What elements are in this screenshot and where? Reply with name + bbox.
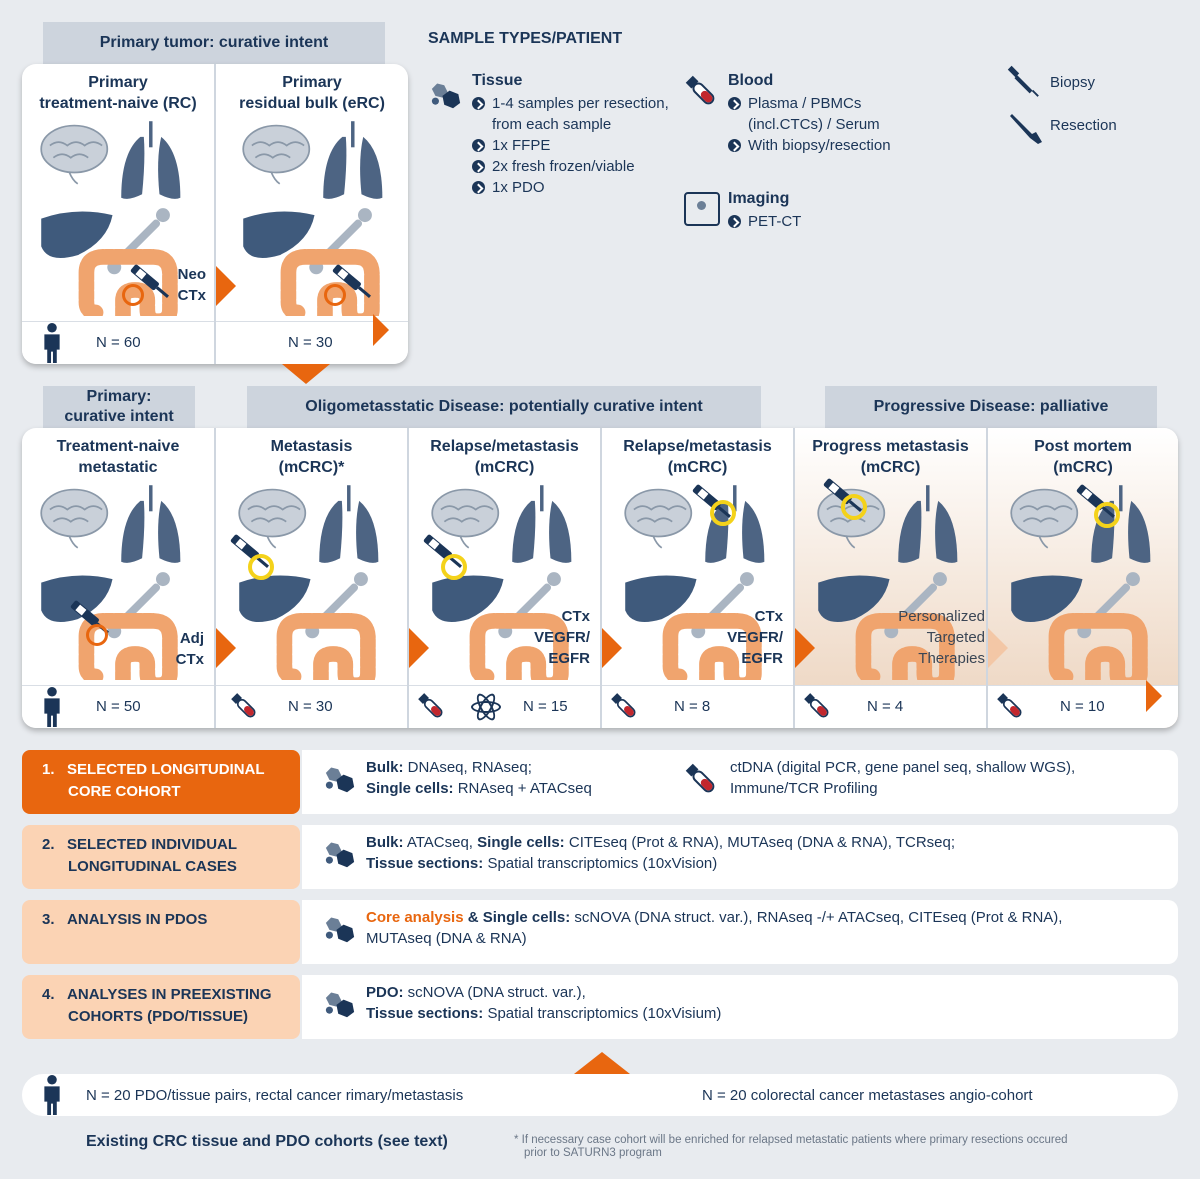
down-arrow [282, 364, 330, 384]
panel-title-line2: (mCRC) [860, 459, 921, 476]
progression-arrow [216, 628, 236, 668]
panel-title-line1: Post mortem [1034, 438, 1132, 455]
cohort-count: N = 50 [96, 698, 141, 715]
strip-preexisting-cohorts [22, 975, 1178, 1039]
panel-title-line1: Progress metastasis [812, 438, 969, 455]
progression-arrow [988, 628, 1008, 668]
strip-label: 4. ANALYSES IN PREEXISTING COHORTS (PDO/TISSUE) [22, 975, 300, 1039]
sample-types-heading: SAMPLE TYPES/PATIENT [428, 30, 623, 47]
primary-tumor-card [22, 64, 408, 364]
organs-icon [36, 480, 196, 680]
panel-title-line2: metastatic [78, 459, 158, 476]
blood-tube-icon [415, 690, 449, 724]
blood-tube-icon [801, 690, 835, 724]
panel-title-line2: (mCRC) [474, 459, 535, 476]
cohort-count-row [22, 321, 214, 364]
panel-relapse-metastasis-1 [409, 428, 602, 728]
biopsy-target [710, 500, 736, 526]
metastatic-card [22, 428, 1178, 728]
patient-icon [42, 1074, 62, 1116]
biopsy-target [841, 494, 867, 520]
strip-body: Bulk: DNAseq, RNAseq; Single cells: RNAseq + ATACseq ctDNA (digital PCR, gene panel seq, shallow WGS), Immune/TCR Profiling [302, 750, 1178, 814]
panel-title-line2: (mCRC) [667, 459, 728, 476]
footnote: * If necessary case cohort will be enriched for relapsed metastatic patients where primary resections occured prior to SATURN3 program [514, 1134, 1068, 1159]
blood-tube-icon [228, 690, 262, 724]
imaging-icon [684, 192, 720, 226]
scalpel-icon [1006, 108, 1046, 148]
blood-title: Blood [728, 72, 774, 89]
cohort-count: N = 30 [288, 698, 333, 715]
blood-item: With biopsy/resection [728, 135, 928, 156]
progression-arrow [795, 628, 815, 668]
cohort-count-row [795, 685, 986, 728]
atom-icon [471, 692, 499, 720]
strip-label: 1. SELECTED LONGITUDINAL CORE COHORT [22, 750, 300, 814]
tissue-icon [428, 80, 464, 110]
progression-arrow [216, 266, 236, 306]
cohort-count: N = 30 [288, 334, 333, 351]
organs-icon [234, 480, 394, 680]
therapy-note: Personalized Targeted Therapies [898, 608, 985, 667]
header-oligometastatic: Oligometasstatic Disease: potentially curative intent [247, 386, 761, 428]
existing-cohorts-bar [22, 1074, 1178, 1116]
tissue-icon [322, 764, 358, 794]
therapy-note: CTx VEGFR/ EGFR [727, 608, 783, 667]
header-progressive: Progressive Disease: palliative [825, 386, 1157, 428]
biopsy-target [441, 554, 467, 580]
biopsy-target [1094, 502, 1120, 528]
panel-primary-treatment-naive [22, 64, 216, 364]
panel-progress-metastasis [795, 428, 988, 728]
cohort-count-row [22, 685, 214, 728]
resection-legend-label: Resection [1050, 117, 1117, 134]
cohort-count-row [602, 685, 793, 728]
blood-item: Plasma / PBMCs (incl.CTCs) / Serum [728, 93, 928, 135]
strip-pdo-analysis [22, 900, 1178, 964]
tissue-item: 2x fresh frozen/viable [472, 156, 672, 177]
strip-body: Core analysis & Single cells: scNOVA (DNA struct. var.), RNAseq -/+ ATACseq, CITEseq (Prot & RNA), MUTAseq (DNA & RNA) [302, 900, 1178, 964]
cohort-count-row [216, 685, 407, 728]
tissue-icon [322, 914, 358, 944]
therapy-note: CTx VEGFR/ EGFR [534, 608, 590, 667]
strip-body: PDO: scNOVA (DNA struct. var.), Tissue sections: Spatial transcriptomics (10xVisium) [302, 975, 1178, 1039]
tissue-title: Tissue [472, 72, 523, 89]
blood-tube-icon [682, 760, 722, 800]
blood-list [728, 93, 928, 156]
existing-cohort-right: N = 20 colorectal cancer metastases angio-cohort [702, 1087, 1033, 1104]
biopsy-legend-label: Biopsy [1050, 74, 1096, 91]
cohort-count-row [409, 685, 600, 728]
panel-title-line1: Relapse/metastasis [430, 438, 579, 455]
patient-icon [42, 322, 62, 364]
tissue-icon [322, 989, 358, 1019]
therapy-note: Neo CTx [177, 266, 206, 304]
blood-tube-icon [608, 690, 642, 724]
imaging-title: Imaging [728, 190, 790, 207]
header-primary-tumor: Primary tumor: curative intent [43, 22, 385, 64]
panel-treatment-naive-metastatic [22, 428, 216, 728]
tissue-item: 1x PDO [472, 177, 672, 198]
progression-arrow [409, 628, 429, 668]
progression-arrow-end [1146, 680, 1162, 712]
progression-arrow [602, 628, 622, 668]
cohort-count: N = 10 [1060, 698, 1105, 715]
cohort-count: N = 4 [867, 698, 904, 715]
progression-arrow-end [373, 314, 389, 346]
up-arrow [574, 1052, 630, 1074]
existing-cohort-left: N = 20 PDO/tissue pairs, rectal cancer rimary/metastasis [86, 1087, 464, 1104]
strip-individual-cases [22, 825, 1178, 889]
strip-body: Bulk: ATACseq, Single cells: CITEseq (Prot & RNA), MUTAseq (DNA & RNA), TCRseq; Tissue sections: Spatial transcriptomics (10xVision) [302, 825, 1178, 889]
biopsy-target [248, 554, 274, 580]
tissue-icon [322, 839, 358, 869]
panel-title-line2: treatment-naive (RC) [39, 95, 197, 112]
therapy-note: Adj CTx [175, 630, 204, 668]
panel-relapse-metastasis-2 [602, 428, 795, 728]
patient-icon [42, 686, 62, 728]
strip-label: 3. ANALYSIS IN PDOS [22, 900, 300, 964]
biopsy-target [324, 284, 346, 306]
biopsy-icon [1004, 62, 1042, 100]
panel-title-line1: Treatment-naive [56, 438, 180, 455]
biopsy-target [122, 284, 144, 306]
tissue-list [472, 93, 672, 198]
panel-title-line1: Relapse/metastasis [623, 438, 772, 455]
panel-title-line1: Primary [88, 74, 148, 91]
panel-title-line2: (mCRC) [1053, 459, 1113, 476]
biopsy-target [86, 624, 108, 646]
panel-title-line2: residual bulk (eRC) [239, 95, 385, 112]
tissue-item: 1-4 samples per resection, from each sample [472, 93, 672, 135]
panel-title-line1: Metastasis [270, 438, 353, 455]
cohort-count: N = 15 [523, 698, 568, 715]
imaging-item: PET-CT [728, 211, 928, 232]
existing-cohorts-caption: Existing CRC tissue and PDO cohorts (see text) [86, 1133, 448, 1150]
cohort-count: N = 8 [674, 698, 711, 715]
panel-title-line1: Primary [282, 74, 342, 91]
blood-tube-icon [994, 690, 1028, 724]
panel-metastasis [216, 428, 409, 728]
strip-label: 2. SELECTED INDIVIDUAL LONGITUDINAL CASES [22, 825, 300, 889]
strip-core-cohort [22, 750, 1178, 814]
cohort-count: N = 60 [96, 334, 141, 351]
tissue-item: 1x FFPE [472, 135, 672, 156]
blood-tube-icon [682, 72, 722, 112]
header-primary-curative: Primary: curative intent [43, 386, 195, 429]
imaging-list [728, 211, 928, 232]
panel-title-line2: (mCRC)* [278, 459, 345, 476]
